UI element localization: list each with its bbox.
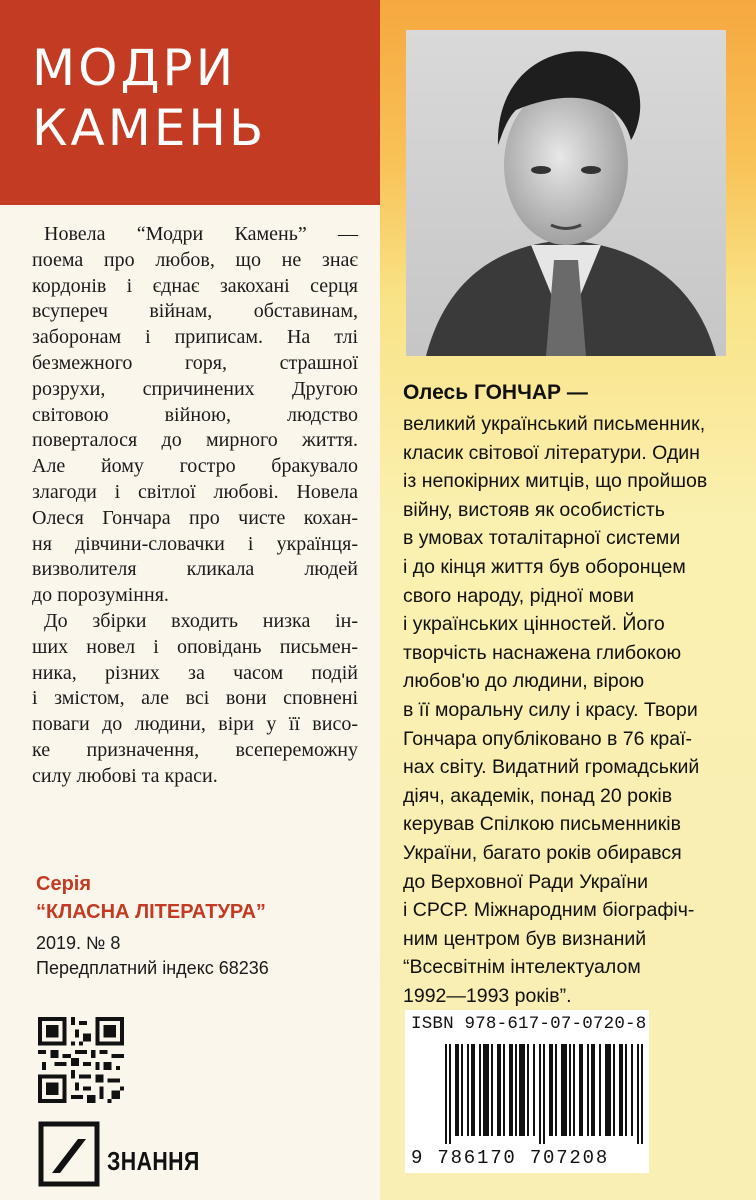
description-line: Але йому гостро бракувало: [32, 455, 358, 478]
bio-line: і СРСР. Міжнародним біографіч-: [403, 899, 695, 922]
title-banner: [0, 0, 380, 205]
bio-line: великий український письменник,: [403, 413, 706, 435]
description-line: поваги до людини, віри у її висо-: [32, 713, 358, 736]
description-line: і змістом, але всі вони сповнені: [32, 687, 358, 710]
description-line: Новела “Модри Камень” —: [44, 223, 358, 245]
bio-line: творчість наснажена глибокою: [403, 641, 682, 664]
bio-line: війну, вистояв як особистість: [403, 498, 665, 521]
isbn-label: ISBN 978-617-07-0720-8: [411, 1014, 647, 1034]
bio-line: до Верховної Ради України: [403, 870, 649, 893]
author-portrait: [406, 30, 726, 356]
description-line: до порозуміння.: [32, 584, 169, 607]
barcode-digits: 9 786170 707208: [411, 1147, 610, 1169]
book-title-line-1: МОДРИ: [32, 39, 237, 97]
description-line: злагоди і світлої любові. Новела: [32, 480, 358, 503]
publisher-name: ЗНАННЯ: [107, 1146, 200, 1176]
qr-code: [38, 1017, 124, 1103]
author-bio: [403, 410, 753, 1010]
description-line: До збірки входить низка ін-: [44, 609, 358, 632]
description-line: силу любові та краси.: [32, 764, 218, 787]
bio-line: керував Спілкою письменників: [403, 813, 681, 836]
description-line: поверталося до мирного життя.: [32, 429, 358, 452]
bio-line: класик світової літератури. Один: [403, 441, 700, 464]
description-line: кордонів і єднає закохані серця: [32, 274, 358, 297]
book-title-line-2: КАМЕНЬ: [32, 99, 267, 157]
description-line: ке призначення, всепереможну: [32, 738, 358, 761]
series-label: Серія: [36, 873, 92, 895]
bio-line: “Всесвітнім інтелектуалом: [403, 956, 641, 979]
series-issue: 2019. № 8: [36, 933, 121, 953]
description-line: розрухи, спричинених Другою: [32, 377, 358, 400]
isbn-barcode-block: [405, 1010, 649, 1173]
bio-line: України, багато років обирався: [403, 841, 682, 864]
bio-line: в її моральну силу і красу. Твори: [403, 698, 698, 721]
book-description: [32, 222, 358, 790]
bio-line: і до кінця життя був оборонцем: [403, 555, 686, 578]
description-paragraph-2: [32, 609, 358, 790]
description-line: ня дівчини-словачки і українця-: [32, 532, 358, 555]
bio-line: діяч, академік, понад 20 років: [403, 784, 673, 807]
bio-line: Гончара опубліковано в 76 краї-: [403, 727, 692, 750]
author-name: Олесь ГОНЧАР —: [403, 381, 588, 404]
bio-line: 1992—1993 років”.: [403, 984, 572, 1007]
description-line: всупереч війнам, обставинам,: [32, 300, 358, 323]
description-line: Олеся Гончара про чисте кохан-: [32, 506, 358, 529]
bio-line: ним центром був визнаний: [403, 927, 647, 950]
description-line: поема про любов, що не знає: [32, 248, 358, 271]
description-line: визволителя кликала людей: [32, 558, 358, 581]
barcode-icon: [445, 1044, 645, 1144]
description-line: заборонам і приписам. На тлі: [32, 326, 358, 349]
bio-line: свого народу, рідної мови: [403, 584, 635, 607]
bio-line: і українських цінностей. Його: [403, 613, 665, 636]
bio-line: нах світу. Видатний громадський: [403, 756, 700, 779]
bio-line: в умовах тоталітарної системи: [403, 527, 681, 550]
subscription-index: Передплатний індекс 68236: [36, 958, 269, 978]
description-line: ших новел і оповідань письмен-: [32, 635, 358, 658]
description-line: світовою війною, людство: [32, 403, 358, 426]
series-name: “КЛАСНА ЛІТЕРАТУРА”: [36, 901, 266, 923]
description-line: ника, різних за часом подій: [32, 661, 358, 684]
description-line: безмежного горя, страшної: [32, 351, 358, 374]
bio-line: із непокірних митців, що пройшов: [403, 470, 708, 493]
publisher-logo-icon: [38, 1121, 100, 1187]
bio-line: любов'ю до людини, вірою: [403, 670, 645, 693]
description-paragraph-1: [32, 222, 358, 609]
